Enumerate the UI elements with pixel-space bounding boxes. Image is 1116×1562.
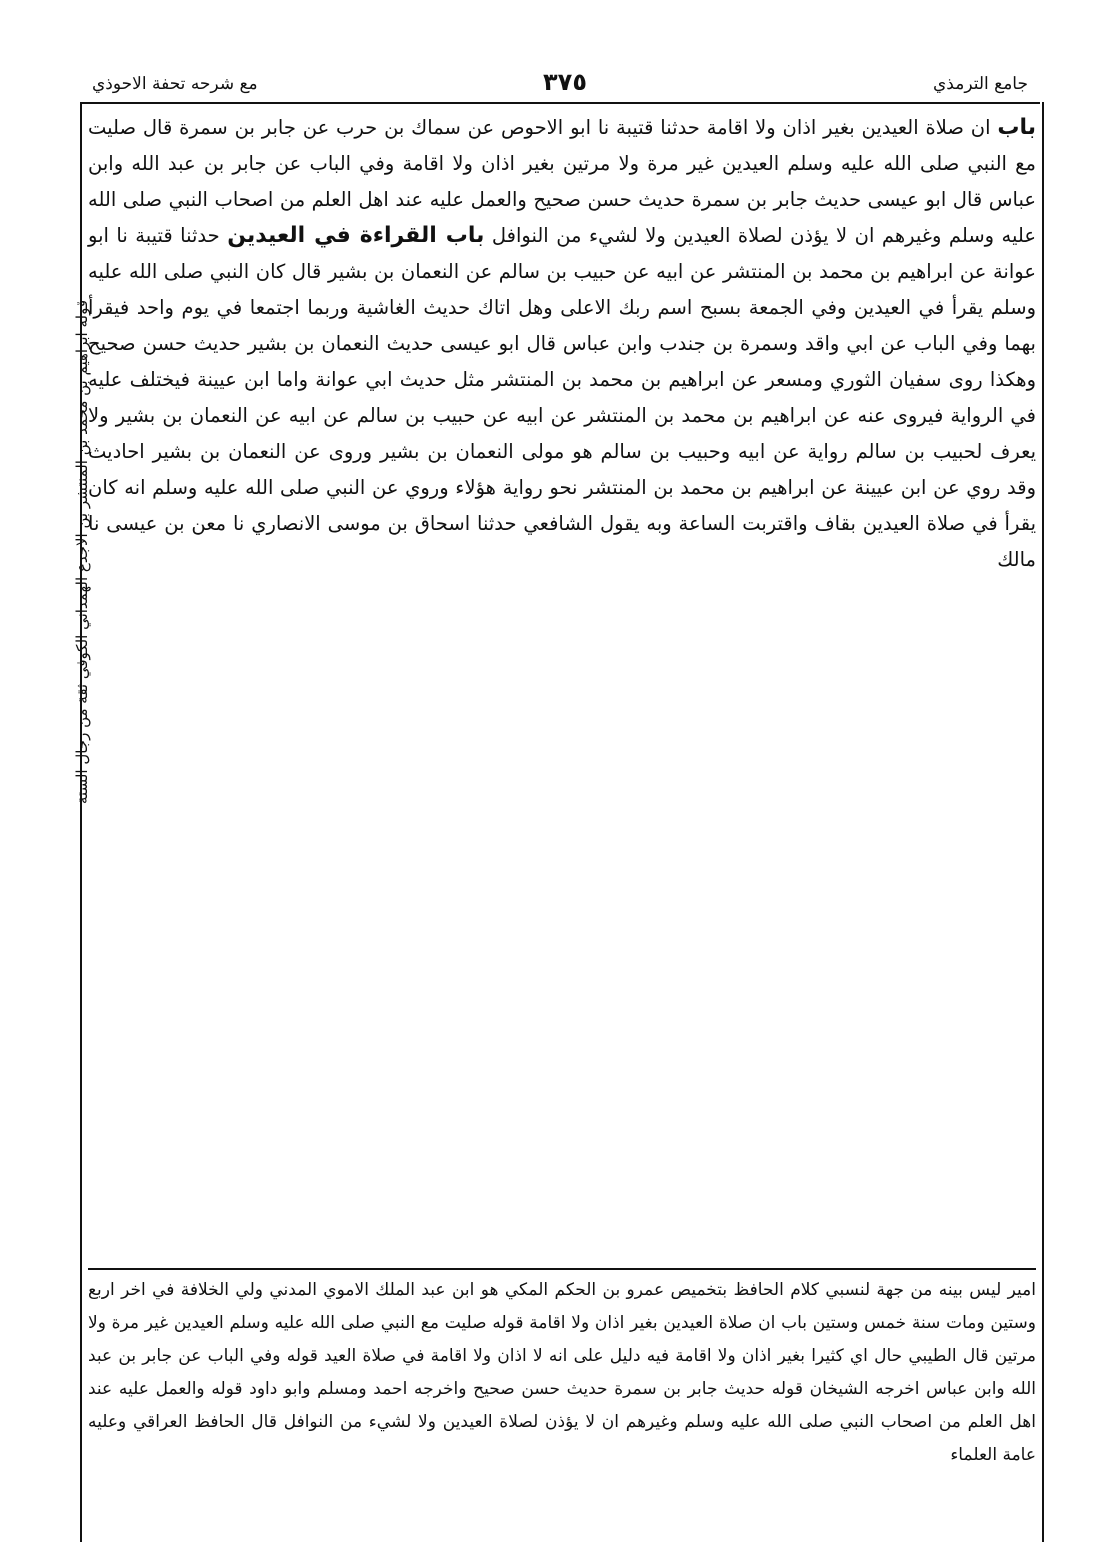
main-text: [88, 110, 1036, 1270]
commentary-paragraph: امير ليس بينه من جهة لنسبي كلام الحافظ بتخميص عمرو بن الحكم المكي هو ابن عبد الملك الاموي المدني ولي الخلافة في اخر اربع وستين ومات سنة خمس وستين باب ان صلاة العيدين بغير اذان ولا اقامة قوله صليت مع النبي صلى الله عليه وسلم العيدين غير مرة ولا مرتين قال الطيبي حال اي كثيرا بغير اذان ولا اقامة فيه دليل على انه لا اذان ولا اقامة في صلاة العيد قوله وفي الباب عن جابر بن عبد الله وابن عباس اخرجه الشيخان قوله حديث جابر بن سمرة حديث حسن صحيح واخرجه احمد ومسلم وابو داود قوله والعمل عليه عند اهل العلم من اصحاب النبي صلى الله عليه وسلم وغيرهم ان لا يؤذن لصلاة العيدين ولا لشيء من النوافل قال الحافظ العراقي وعليه عامة العلماء: [88, 1280, 1036, 1465]
commentary-text: [88, 1274, 1036, 1534]
book-title: جامع الترمذي: [933, 74, 1028, 94]
page-number: ٣٧٥: [543, 68, 587, 96]
margin-note: [36, 300, 91, 1300]
commentary-title: مع شرحه تحفة الاحوذي: [92, 74, 258, 94]
chapter-heading: باب القراءة في العيدين: [227, 223, 485, 248]
chapter-heading: باب: [997, 115, 1036, 140]
text-frame: [80, 102, 1044, 1542]
main-paragraph: ان صلاة العيدين بغير اذان ولا اقامة حدثنا قتيبة نا ابو الاحوص عن سماك بن حرب عن جابر بن سمرة قال صليت مع النبي صلى الله عليه وسلم العيدين غير مرة ولا مرتين بغير اذان ولا اقامة وفي الباب عن جابر بن عبد الله وابن عباس قال ابو عيسى حديث جابر بن سمرة حديث حسن صحيح والعمل عليه عند اهل العلم من اصحاب النبي صلى الله عليه وسلم وغيرهم ان لا يؤذن لصلاة العيدين ولا لشيء من النوافل: [88, 116, 1036, 247]
main-paragraph: حدثنا قتيبة نا ابو عوانة عن ابراهيم بن محمد بن المنتشر عن ابيه عن حبيب بن سالم عن النعمان بن بشير قال كان النبي صلى الله عليه وسلم يقرأ في العيدين وفي الجمعة بسبح اسم ربك الاعلى وهل اتاك حديث الغاشية وربما اجتمعا في يوم واحد فيقرأ بهما وفي الباب عن ابي واقد وسمرة بن جندب وابن عباس قال ابو عيسى حديث النعمان بن بشير حديث حسن صحيح وهكذا روى سفيان الثوري ومسعر عن ابراهيم بن محمد بن المنتشر مثل حديث ابي عوانة واما ابن عيينة فيختلف عليه في الرواية فيروى عنه عن ابراهيم بن محمد بن المنتشر عن ابيه عن حبيب بن سالم عن ابيه عن النعمان بن بشير ولا يعرف لحبيب بن سالم رواية عن ابيه وحبيب بن سالم هو مولى النعمان بن بشير وروى عن النعمان بن بشير احاديث وقد روي عن ابن عيينة عن ابراهيم بن محمد بن المنتشر نحو رواية هؤلاء وروي عن النبي صلى الله عليه وسلم انه كان يقرأ في صلاة العيدين بقاف واقتربت الساعة وبه يقول الشافعي حدثنا اسحاق بن موسى الانصاري نا معن بن عيسى نا مالك: [88, 224, 1036, 571]
section-divider: [88, 1268, 1036, 1270]
margin-note-text: قوله ابراهيم بن محمد بن المنتشر بن الاجدع الهمداني الكوفي ثقة من رجال الستة: [73, 300, 91, 805]
running-header: [80, 68, 1040, 104]
